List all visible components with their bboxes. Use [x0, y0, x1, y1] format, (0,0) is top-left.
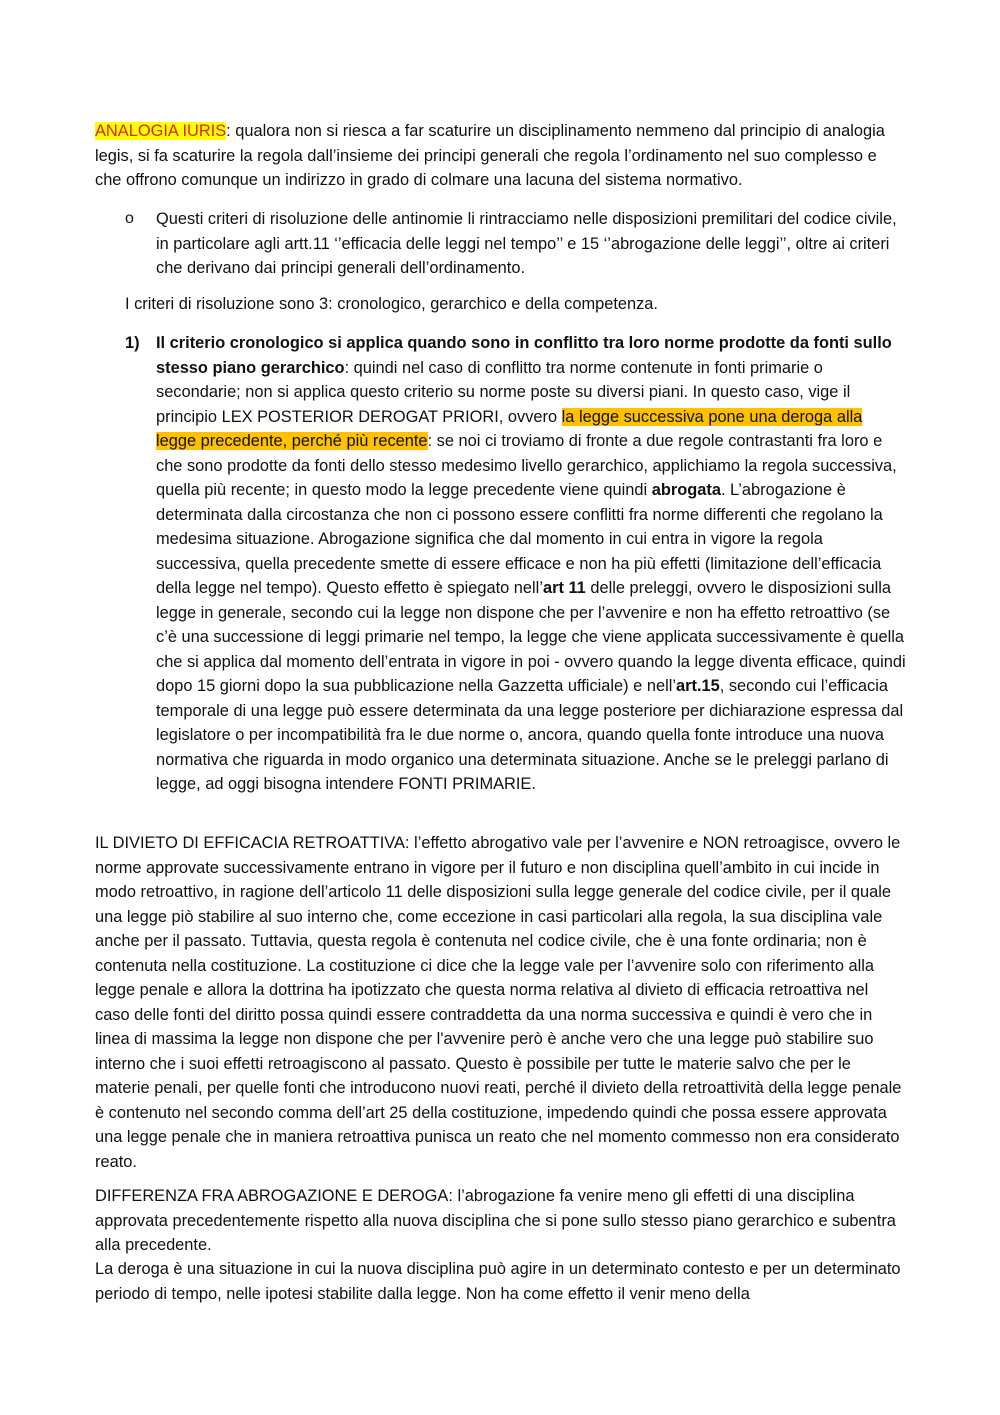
divieto-efficacia-retroattiva-paragraph: IL DIVIETO DI EFFICACIA RETROATTIVA: l’effetto abrogativo vale per l’avvenire e NON retroagisce, ovvero le norme approvate successivamente entrano in vigore per il futuro e non disciplina quell’ambito in cui incide in modo retroattivo, in ragione dell’articolo 11 delle disposizioni sulla legge generale del codice civile, per il quale una legge piò stabilire al suo interno che, come eccezione in casi particolari alla regola, la sua disciplina vale anche per il passato. Tuttavia, questa regola è contenuta nel codice civile, che è una fonte ordinaria; non è contenuta nella costituzione. La costituzione ci dice che la legge vale per l’avvenire solo con riferimento alla legge penale e allora la dottrina ha ipotizzato che questa norma relativa al divieto di efficacia retroattiva nel caso delle fonti del diritto possa quindi essere contraddetta da una norma successiva e quindi è vero che in linea di massima la legge non dispone che per l'avvenire però è anche vero che una legge può stabilire suo interno che i suoi effetti retroagiscono al passato. Questo è possibile per tutte le materie salvo che per le materie penali, per quelle fonti che introducono nuovi reati, perché il divieto della retroattività della legge penale è contenuto nel secondo comma dell’art 25 della costituzione, impedendo quindi che possa essere approvata una legge penale che in maniera retroattiva punisca un reato che nel momento commesso non era considerato reato.: [95, 834, 902, 1171]
bold-abrogata: abrogata: [651, 481, 721, 499]
deroga-paragraph: La deroga è una situazione in cui la nuova disciplina può agire in un determinato contesto e per un determinato periodo di tempo, nelle ipotesi stabilite dalla legge. Non ha come effetto il venir meno della: [95, 1260, 901, 1303]
text-segment: . L’abrogazione è determinata dalla circostanza che non ci possono essere conflitti fra norme differenti che regolano la medesima situazione. Abrogazione significa che dal momento in cui entra in vigore la regola successiva, quella precedente smette di essere efficace e non ha più effetti (limitazione dell’efficacia della legge nel tempo). Questo effetto è spiegato nell’: [156, 481, 883, 597]
bullet-text: Questi criteri di risoluzione delle antinomie li rintracciamo nelle disposizioni premilitari del codice civile, in particolare agli artt.11 ‘’efficacia delle leggi nel tempo’’ e 15 ‘’abrogazione delle leggi’’, oltre ai criteri che derivano dai principi generali dell’ordinamento.: [156, 210, 897, 277]
text-segment: : quindi nel caso di conflitto tra norme contenute in fonti primarie o secondarie; non si applica questo criterio su norme poste su diversi piani. In questo caso, vige il principio LEX POSTERIOR DEROGAT PRIORI, ovvero: [156, 358, 851, 426]
text-segment: , secondo cui l’efficacia temporale di una legge può essere determinata da una legge posteriore per dichiarazione espressa dal legislatore o per incompatibilità fra le due norme o, ancora, quando quella fonte introduce una nuova normativa che riguarda in modo organico una determinata situazione. Anche se le preleggi parlano di legge, ad oggi bisogna intendere FONTI PRIMARIE.: [156, 677, 904, 793]
bullet-marker: o: [125, 210, 134, 227]
criterio-cronologico-lead: Il criterio cronologico si applica quando sono in conflitto tra loro norme prodotte da fonti sullo stesso piano gerarchico: [156, 334, 892, 377]
bold-art-11: art 11: [542, 579, 586, 597]
criteria-intro: I criteri di risoluzione sono 3: cronologico, gerarchico e della competenza.: [125, 295, 658, 313]
differenza-abrogazione-deroga-paragraph: DIFFERENZA FRA ABROGAZIONE E DEROGA: l’abrogazione fa venire meno gli effetti di una disciplina approvata precedentemente rispetto alla nuova disciplina che si pone sullo stesso piano gerarchico e subentra alla precedente.: [95, 1187, 896, 1254]
paragraph-analogia-iuris: [95, 119, 907, 193]
bold-art-15: art.15: [676, 677, 720, 695]
analogia-iuris-text: : qualora non si riesca a far scaturire un disciplinamento nemmeno dal principio di analogia legis, si fa scaturire la regola dall’insieme dei principi generali che regola l’ordinamento nel suo complesso e che offrono comunque un indirizzo in grado di colmare una lacuna del sistema normativo.: [95, 122, 885, 189]
criterio-cronologico-paragraph: [156, 331, 906, 797]
list-number: 1): [125, 334, 140, 352]
text-segment: delle preleggi, ovvero le disposizioni sulla legge in generale, secondo cui la legge non dispone che per l’avvenire e non ha effetto retroattivo (se c’è una successione di leggi primarie nel tempo, la legge che viene applicata successivamente è quella che si applica dal momento dell’entrata in vigore in poi - ovvero quando la legge diventa efficace, quindi dopo 15 giorni dopo la sua pubblicazione nella Gazzetta ufficiale) e nell’: [156, 579, 906, 695]
analogia-iuris-label: ANALOGIA IURIS: [95, 122, 227, 140]
text-segment: : se noi ci troviamo di fronte a due regole contrastanti fra loro e che sono prodotte da fonti dello stesso medesimo livello gerarchico, applichiamo la regola successiva, quella più recente; in questo modo la legge precedente viene quindi: [156, 432, 897, 499]
highlighted-phrase: la legge successiva pone una deroga alla legge precedente, perché più recente: [156, 407, 863, 450]
